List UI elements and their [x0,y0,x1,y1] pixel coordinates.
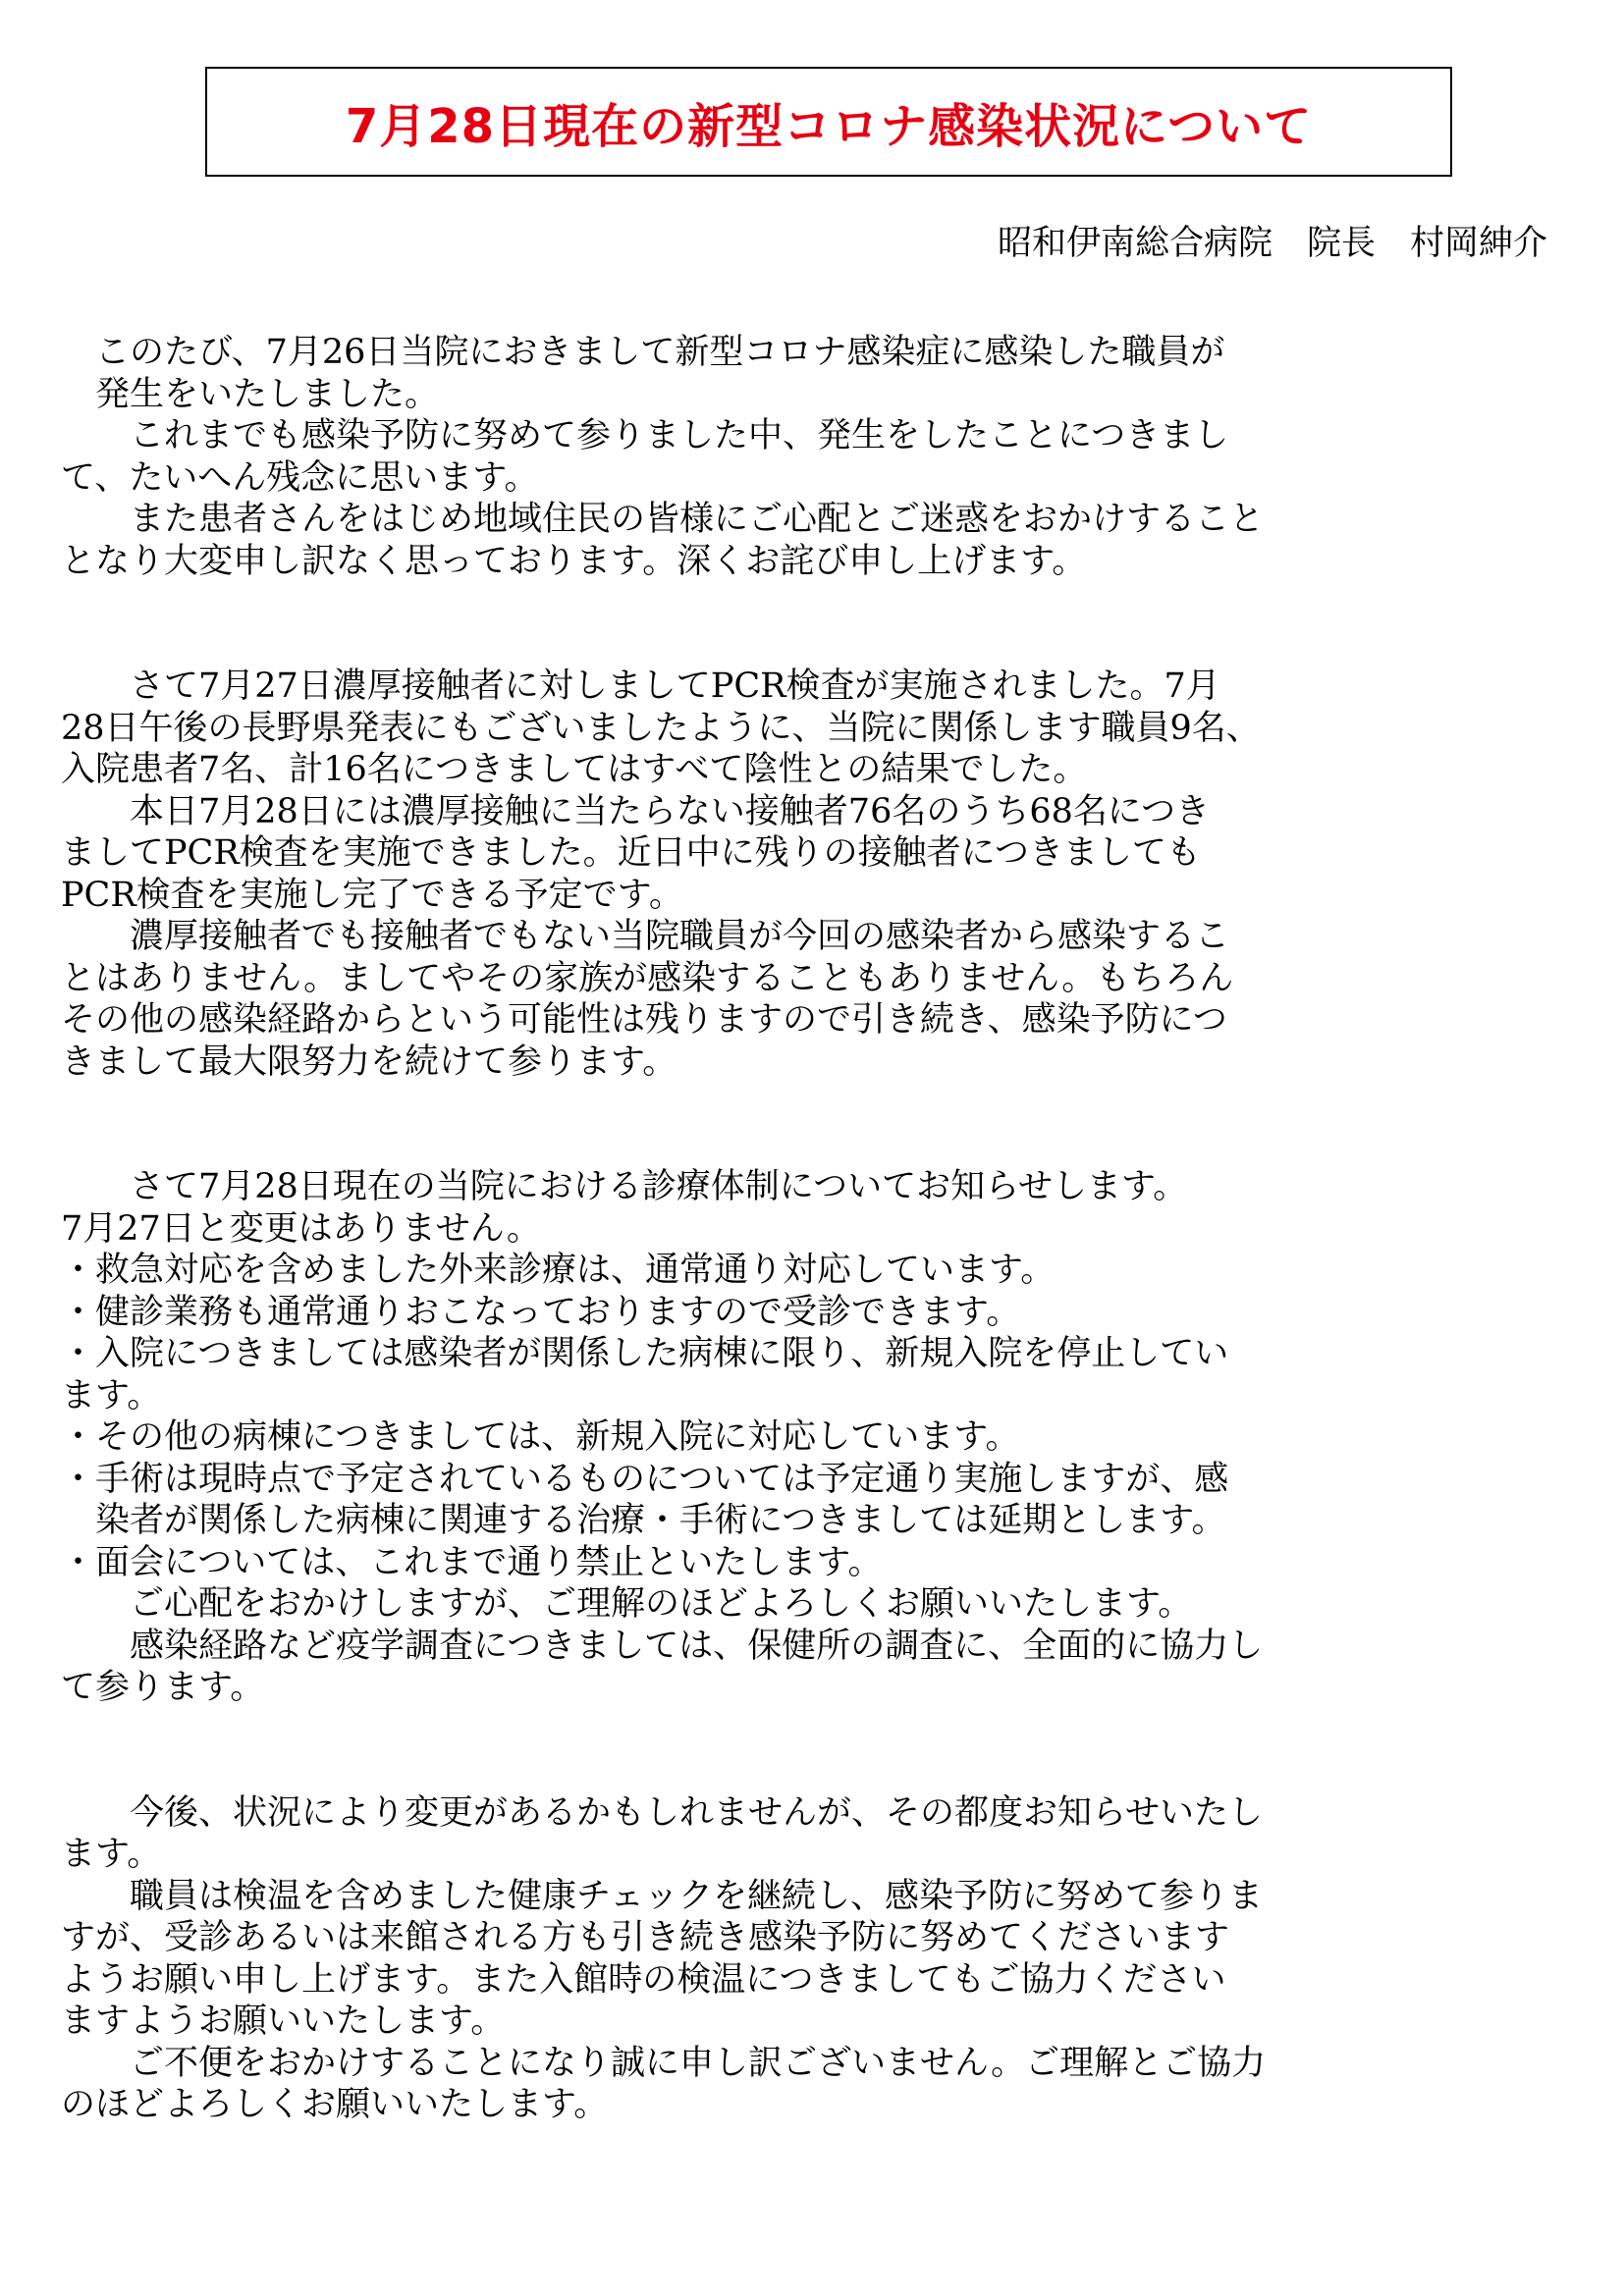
paragraph-line: ます。 [61,1835,162,1874]
paragraph-line: とはありません。ましてやその家族が感染することもありません。もちろん [61,958,1234,998]
bullet-line: ・救急対応を含めました外来診療は、通常通り対応しています。 [61,1251,1056,1290]
bullet-line: ・面会については、これまで通り禁止といたします。 [61,1542,883,1582]
paragraph-line: ご不便をおかけすることになり誠に申し訳ございません。ご理解とご協力 [61,2043,1267,2083]
document-body [61,332,1563,2126]
paragraph-line: さて7月27日濃厚接触者に対しましてPCR検査が実施されました。7月 [61,667,1220,706]
bullet-line: ・その他の病棟につきましては、新規入院に対応しています。 [61,1417,1020,1457]
bullet-line: 染者が関係した病棟に関連する治療・手術につきましては延期とします。 [61,1501,1226,1540]
author-signature: 昭和伊南総合病院 院長 村岡紳介 [997,224,1547,263]
section-medical-system [61,1166,1563,1709]
paragraph-line: 感染経路など疫学調査につきましては、保健所の調査に、全面的に協力し [61,1626,1264,1666]
section-pcr-results [61,666,1563,1083]
paragraph-line: きまして最大限努力を続けて参ります。 [61,1041,677,1082]
paragraph-line: ましてPCR検査を実施できました。近日中に残りの接触者につきましても [61,833,1201,873]
paragraph-line: ますようお願いいたします。 [61,2002,506,2041]
section-apology [61,332,1563,582]
paragraph-line: これまでも感染予防に努めて参りました中、発生をしたことにつきまし [61,416,1229,455]
section-gap [61,1709,1563,1792]
bullet-line: ・手術は現時点で予定されているものについては予定通り実施しますが、感 [61,1459,1229,1499]
paragraph-line: 28日午後の長野県発表にもございましたように、当院に関係します職員9名、 [61,708,1261,748]
paragraph-line: このたび、7月26日当院におきまして新型コロナ感染症に感染した職員が [61,333,1225,372]
section-gap [61,582,1563,666]
paragraph-line: のほどよろしくお願いいたします。 [61,2085,609,2124]
title-box [205,67,1452,177]
paragraph-line: また患者さんをはじめ地域住民の皆様にご心配とご迷惑をおかけすること [61,500,1265,539]
paragraph-line: て参ります。 [61,1668,265,1707]
page-title: 7月28日現在の新型コロナ感染状況について [345,98,1313,154]
paragraph-line: て、たいへん残念に思います。 [61,457,539,498]
paragraph-line: 今後、状況により変更があるかもしれませんが、その都度お知らせいたし [61,1792,1263,1833]
paragraph-line: となり大変申し訳なく思っております。深くお詫び申し上げます。 [61,541,1087,581]
paragraph-line: すが、受診あるいは来館される方も引き続き感染予防に努めてくださいます [61,1918,1230,1957]
paragraph-line: 発生をいたしました。 [61,374,440,414]
paragraph-line: ご心配をおかけしますが、ご理解のほどよろしくお願いいたします。 [61,1584,1193,1624]
paragraph-line: さて7月28日現在の当院における診療体制についてお知らせします。 [61,1167,1188,1206]
bullet-line: ・健診業務も通常通りおこなっておりますので受診できます。 [61,1292,1021,1332]
paragraph-line: PCR検査を実施し完了できる予定です。 [61,875,683,915]
section-gap [61,1083,1563,1166]
paragraph-line: 7月27日と変更はありません。 [61,1208,541,1249]
paragraph-line: 本日7月28日には濃厚接触に当たらない接触者76名のうち68名につき [61,791,1211,831]
bullet-line: ・入院につきましては感染者が関係した病棟に限り、新規入院を停止してい [61,1334,1229,1373]
paragraph-line: 入院患者7名、計16名につきましてはすべて陰性との結果でした。 [61,750,1088,789]
paragraph-line: 職員は検温を含めました健康チェックを継続し、感染予防に努めて参りま [61,1876,1263,1916]
paragraph-line: 濃厚接触者でも接触者でもない当院職員が今回の感染者から感染するこ [61,917,1230,956]
paragraph-line: ようお願い申し上げます。また入館時の検温につきましてもご協力ください [61,1959,1226,2000]
bullet-line: ます。 [61,1375,162,1415]
section-closing [61,1792,1563,2126]
paragraph-line: その他の感染経路からという可能性は残りますので引き続き、感染予防につ [61,1000,1227,1040]
